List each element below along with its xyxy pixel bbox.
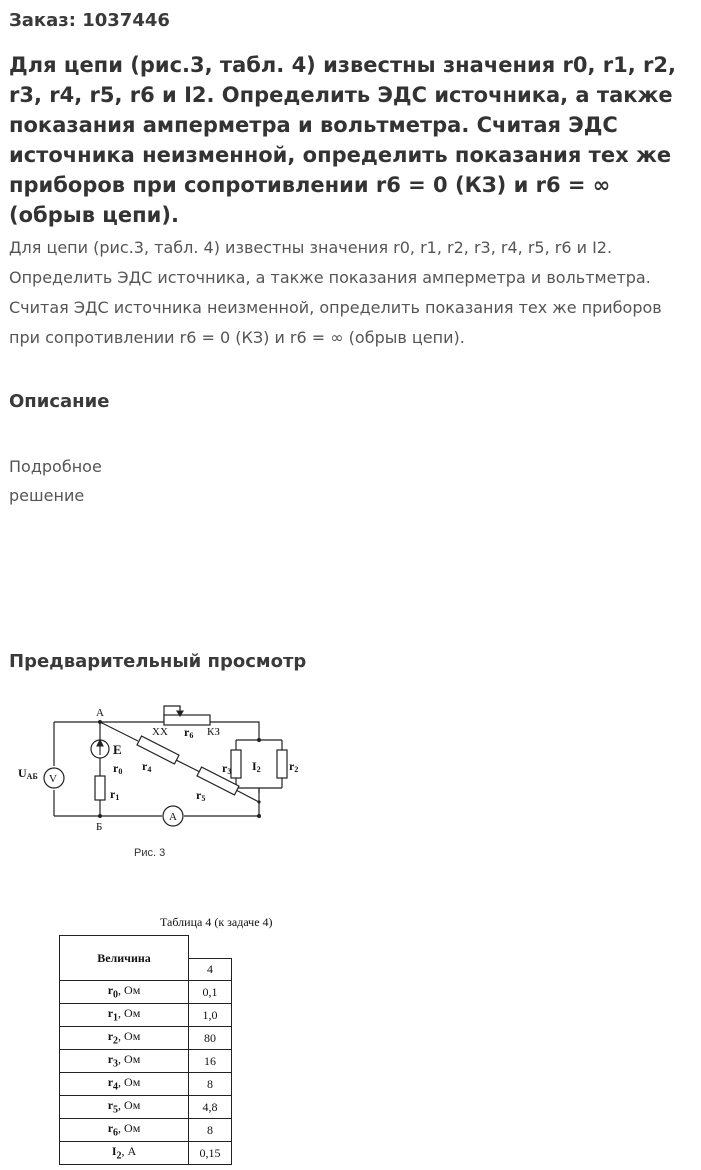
detail-line-2: решение xyxy=(9,486,85,505)
r1-label: r1 xyxy=(110,787,120,802)
table-row xyxy=(60,1119,232,1142)
quantity-cell: $r_5$, Ом xyxy=(60,1096,189,1119)
resistor-r6 xyxy=(164,715,210,725)
preview-section-title: Предварительный просмотр xyxy=(9,651,307,672)
table-row xyxy=(60,1073,232,1096)
quantity-cell: $r_1$, Ом xyxy=(60,1004,189,1027)
detail-text xyxy=(9,452,102,510)
circuit-diagram xyxy=(14,700,314,865)
kz-label: КЗ xyxy=(207,726,220,738)
voltmeter-label: V xyxy=(49,773,57,785)
header-blank xyxy=(189,936,232,959)
header-variant: 4 xyxy=(189,958,232,981)
quantity-cell: $r_0$, Ом xyxy=(60,981,189,1004)
r0-label: r0 xyxy=(113,761,123,776)
quantity-cell: $I_2$, А xyxy=(60,1142,189,1165)
r6-label: r6 xyxy=(184,725,194,740)
value-cell: 4,8 xyxy=(189,1096,232,1119)
value-cell: 8 xyxy=(189,1119,232,1142)
resistor-r3 xyxy=(231,750,241,778)
table-row xyxy=(60,1142,232,1165)
parameters-table xyxy=(59,935,232,1165)
value-cell: 0,15 xyxy=(189,1142,232,1165)
r5-label: r5 xyxy=(196,788,206,803)
problem-description: Для цепи (рис.3, табл. 4) известны значения r0, r1, r2, r3, r4, r5, r6 и I2. Определить ЭДС источника, а также показания амперметра и вольтметра. Считая ЭДС источника неизменной, определить показания тех же приборов при сопротивлении r6 = 0 (КЗ) и r6 = ∞ (обрыв цепи). xyxy=(9,238,662,347)
r3-label: r3 xyxy=(222,761,232,776)
table-row xyxy=(60,1027,232,1050)
problem-heading: Для цепи (рис.3, табл. 4) известны значения r0, r1, r2, r3, r4, r5, r6 и I2. Определить ЭДС источника, а также показания амперметра и вольтметра. Считая ЭДС источника неизменной, определить показания тех же приборов при сопротивлении r6 = 0 (КЗ) и r6 = ∞ (обрыв цепи). xyxy=(9,53,676,227)
r4-label: r4 xyxy=(142,759,152,774)
quantity-cell: $r_4$, Ом xyxy=(60,1073,189,1096)
value-cell: 0,1 xyxy=(189,981,232,1004)
quantity-cell: $r_6$, Ом xyxy=(60,1119,189,1142)
node-b-label: Б xyxy=(96,821,103,833)
table-row xyxy=(60,981,232,1004)
value-cell: 16 xyxy=(189,1050,232,1073)
resistor-r1 xyxy=(95,776,105,800)
table-row xyxy=(60,1096,232,1119)
table-row xyxy=(60,1004,232,1027)
ammeter-label: A xyxy=(169,811,177,823)
value-cell: 8 xyxy=(189,1073,232,1096)
detail-line-1: Подробное xyxy=(9,457,102,476)
xx-label: ХХ xyxy=(152,726,168,738)
figure-caption: Рис. 3 xyxy=(134,847,166,859)
value-cell: 1,0 xyxy=(189,1004,232,1027)
table-row xyxy=(60,1050,232,1073)
r2-label: r2 xyxy=(289,759,299,774)
uab-label: UАБ xyxy=(18,766,38,781)
node-a-label: А xyxy=(96,707,104,719)
quantity-cell: $r_3$, Ом xyxy=(60,1050,189,1073)
header-quantity: Величина xyxy=(60,936,189,981)
table-caption: Таблица 4 (к задаче 4) xyxy=(160,915,273,929)
emf-label: E xyxy=(113,742,122,757)
i2-label: I2 xyxy=(252,759,261,774)
resistor-r2 xyxy=(277,750,287,778)
order-number: Заказ: 1037446 xyxy=(9,10,170,31)
table-header-row xyxy=(60,936,232,959)
quantity-cell: $r_2$, Ом xyxy=(60,1027,189,1050)
value-cell: 80 xyxy=(189,1027,232,1050)
description-section-title: Описание xyxy=(9,391,110,412)
